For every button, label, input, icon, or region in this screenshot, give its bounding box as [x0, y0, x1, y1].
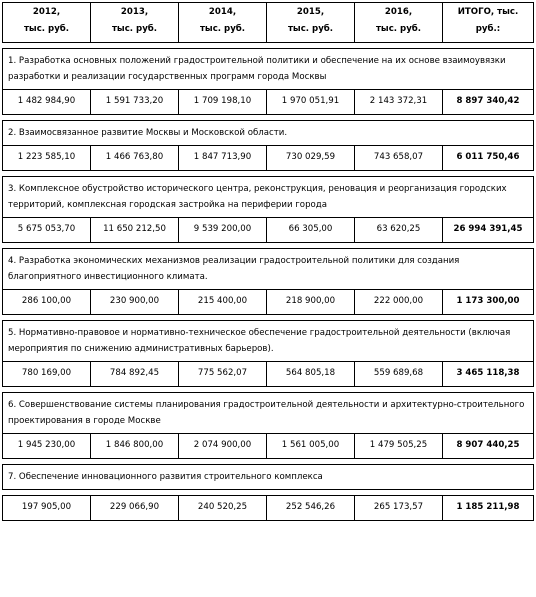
section-7-title: 7. Обеспечение инновационного развития строительного комплекса	[3, 465, 534, 490]
section-3-value-2014: 9 539 200,00	[179, 218, 267, 243]
section-values-row	[3, 218, 534, 243]
section-4-value-total: 1 173 300,00	[443, 290, 534, 315]
section-6-value-total: 8 907 440,25	[443, 434, 534, 459]
section-title-row	[3, 393, 534, 434]
section-title-row	[3, 249, 534, 290]
section-5-value-total: 3 465 118,38	[443, 362, 534, 387]
section-3-value-2015: 66 305,00	[267, 218, 355, 243]
section-5-value-2014: 775 562,07	[179, 362, 267, 387]
section-7-value-2012: 197 905,00	[3, 496, 91, 521]
section-4-value-2013: 230 900,00	[91, 290, 179, 315]
section-values-row	[3, 90, 534, 115]
section-4-value-2015: 218 900,00	[267, 290, 355, 315]
section-title-row	[3, 465, 534, 490]
section-7-value-2014: 240 520,25	[179, 496, 267, 521]
header-2016: 2016, тыс. руб.	[355, 3, 443, 43]
section-6-title: 6. Совершенствование системы планирования градостроительной деятельности и архитектурно-строительного проектирования в городе Москве	[3, 393, 534, 434]
section-4-value-2012: 286 100,00	[3, 290, 91, 315]
section-values-row	[3, 146, 534, 171]
section-2-value-2012: 1 223 585,10	[3, 146, 91, 171]
section-values-row	[3, 496, 534, 521]
section-values-row	[3, 290, 534, 315]
section-title-row	[3, 49, 534, 90]
section-5-value-2015: 564 805,18	[267, 362, 355, 387]
section-6-value-2015: 1 561 005,00	[267, 434, 355, 459]
section-5-value-2016: 559 689,68	[355, 362, 443, 387]
section-title-row	[3, 121, 534, 146]
section-2-value-2013: 1 466 763,80	[91, 146, 179, 171]
section-4-title: 4. Разработка экономических механизмов реализации градостроительной политики для создания благоприятного инвестиционного климата.	[3, 249, 534, 290]
header-row	[3, 3, 534, 43]
section-5-value-2013: 784 892,45	[91, 362, 179, 387]
header-2013: 2013, тыс. руб.	[91, 3, 179, 43]
section-title-row	[3, 321, 534, 362]
section-1-value-2012: 1 482 984,90	[3, 90, 91, 115]
section-3-title: 3. Комплексное обустройство исторического центра, реконструкция, реновация и реорганизация городских территорий, комплексная городская застройка на периферии города	[3, 177, 534, 218]
header-2012: 2012, тыс. руб.	[3, 3, 91, 43]
section-2-value-total: 6 011 750,46	[443, 146, 534, 171]
section-1-value-2015: 1 970 051,91	[267, 90, 355, 115]
section-1-title: 1. Разработка основных положений градостроительной политики и обеспечение на их основе взаимоувязки разработки и реализации государственных программ города Москвы	[3, 49, 534, 90]
section-6-value-2013: 1 846 800,00	[91, 434, 179, 459]
section-3-value-total: 26 994 391,45	[443, 218, 534, 243]
header-2015: 2015, тыс. руб.	[267, 3, 355, 43]
section-7-value-total: 1 185 211,98	[443, 496, 534, 521]
section-1-value-2013: 1 591 733,20	[91, 90, 179, 115]
section-5-title: 5. Нормативно-правовое и нормативно-техническое обеспечение градостроительной деятельности (включая мероприятия по снижению административных барьеров).	[3, 321, 534, 362]
section-2-value-2014: 1 847 713,90	[179, 146, 267, 171]
section-7-value-2015: 252 546,26	[267, 496, 355, 521]
section-3-value-2012: 5 675 053,70	[3, 218, 91, 243]
section-1-value-2016: 2 143 372,31	[355, 90, 443, 115]
section-3-value-2016: 63 620,25	[355, 218, 443, 243]
section-2-value-2016: 743 658,07	[355, 146, 443, 171]
section-4-value-2016: 222 000,00	[355, 290, 443, 315]
header-total: ИТОГО, тыс. руб.:	[443, 3, 534, 43]
section-values-row	[3, 362, 534, 387]
section-4-value-2014: 215 400,00	[179, 290, 267, 315]
header-2014: 2014, тыс. руб.	[179, 3, 267, 43]
section-title-row	[3, 177, 534, 218]
section-6-value-2014: 2 074 900,00	[179, 434, 267, 459]
section-7-value-2013: 229 066,90	[91, 496, 179, 521]
section-7-value-2016: 265 173,57	[355, 496, 443, 521]
section-2-value-2015: 730 029,59	[267, 146, 355, 171]
budget-table-container	[2, 2, 533, 521]
section-1-value-total: 8 897 340,42	[443, 90, 534, 115]
section-6-value-2016: 1 479 505,25	[355, 434, 443, 459]
section-1-value-2014: 1 709 198,10	[179, 90, 267, 115]
budget-table	[2, 2, 534, 521]
section-6-value-2012: 1 945 230,00	[3, 434, 91, 459]
section-3-value-2013: 11 650 212,50	[91, 218, 179, 243]
section-values-row	[3, 434, 534, 459]
section-2-title: 2. Взаимосвязанное развитие Москвы и Московской области.	[3, 121, 534, 146]
section-5-value-2012: 780 169,00	[3, 362, 91, 387]
